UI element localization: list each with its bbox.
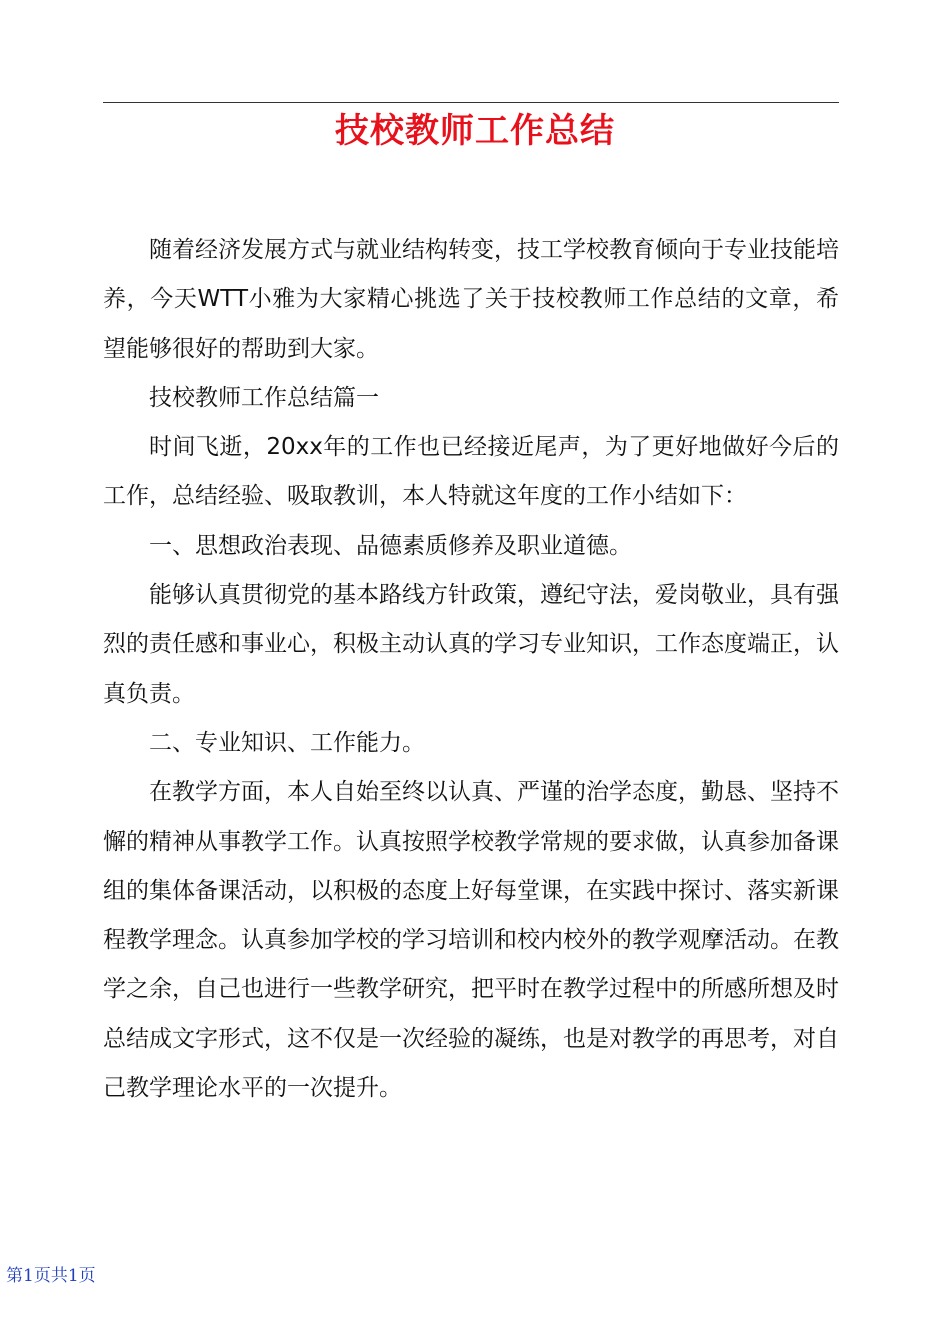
document-title: 技校教师工作总结 [335,111,615,151]
document-body [103,226,839,1113]
paragraph-intro: 随着经济发展方式与就业结构转变，技工学校教育倾向于专业技能培养，今天WTT小雅为大家精心挑选了关于技校教师工作总结的文章，希望能够很好的帮助到大家。 [103,237,839,362]
paragraph-heading-2: 二、专业知识、工作能力。 [149,729,425,756]
paragraph-heading-1: 一、思想政治表现、品德素质修养及职业道德。 [149,532,632,559]
paragraph-politics: 能够认真贯彻党的基本路线方针政策，遵纪守法，爱岗敬业，具有强烈的责任感和事业心，积极主动认真的学习专业知识，工作态度端正，认真负责。 [103,582,839,707]
header-rule [103,102,839,103]
paragraph-opening: 时间飞逝，20xx年的工作也已经接近尾声，为了更好地做好今后的工作，总结经验、吸取教训，本人特就这年度的工作小结如下： [103,434,839,510]
paragraph-teaching: 在教学方面，本人自始至终以认真、严谨的治学态度，勤恳、坚持不懈的精神从事教学工作。认真按照学校教学常规的要求做，认真参加备课组的集体备课活动，以积极的态度上好每堂课，在实践中探讨、落实新课程教学理念。认真参加学校的学习培训和校内校外的教学观摩活动。在教学之余，自己也进行一些教学研究，把平时在教学过程中的所感所想及时总结成文字形式，这不仅是一次经验的凝练，也是对教学的再思考，对自己教学理论水平的一次提升。 [103,779,839,1102]
paragraph-section-heading: 技校教师工作总结篇一 [149,384,379,411]
page-indicator: 第1页共1页 [6,1266,96,1286]
